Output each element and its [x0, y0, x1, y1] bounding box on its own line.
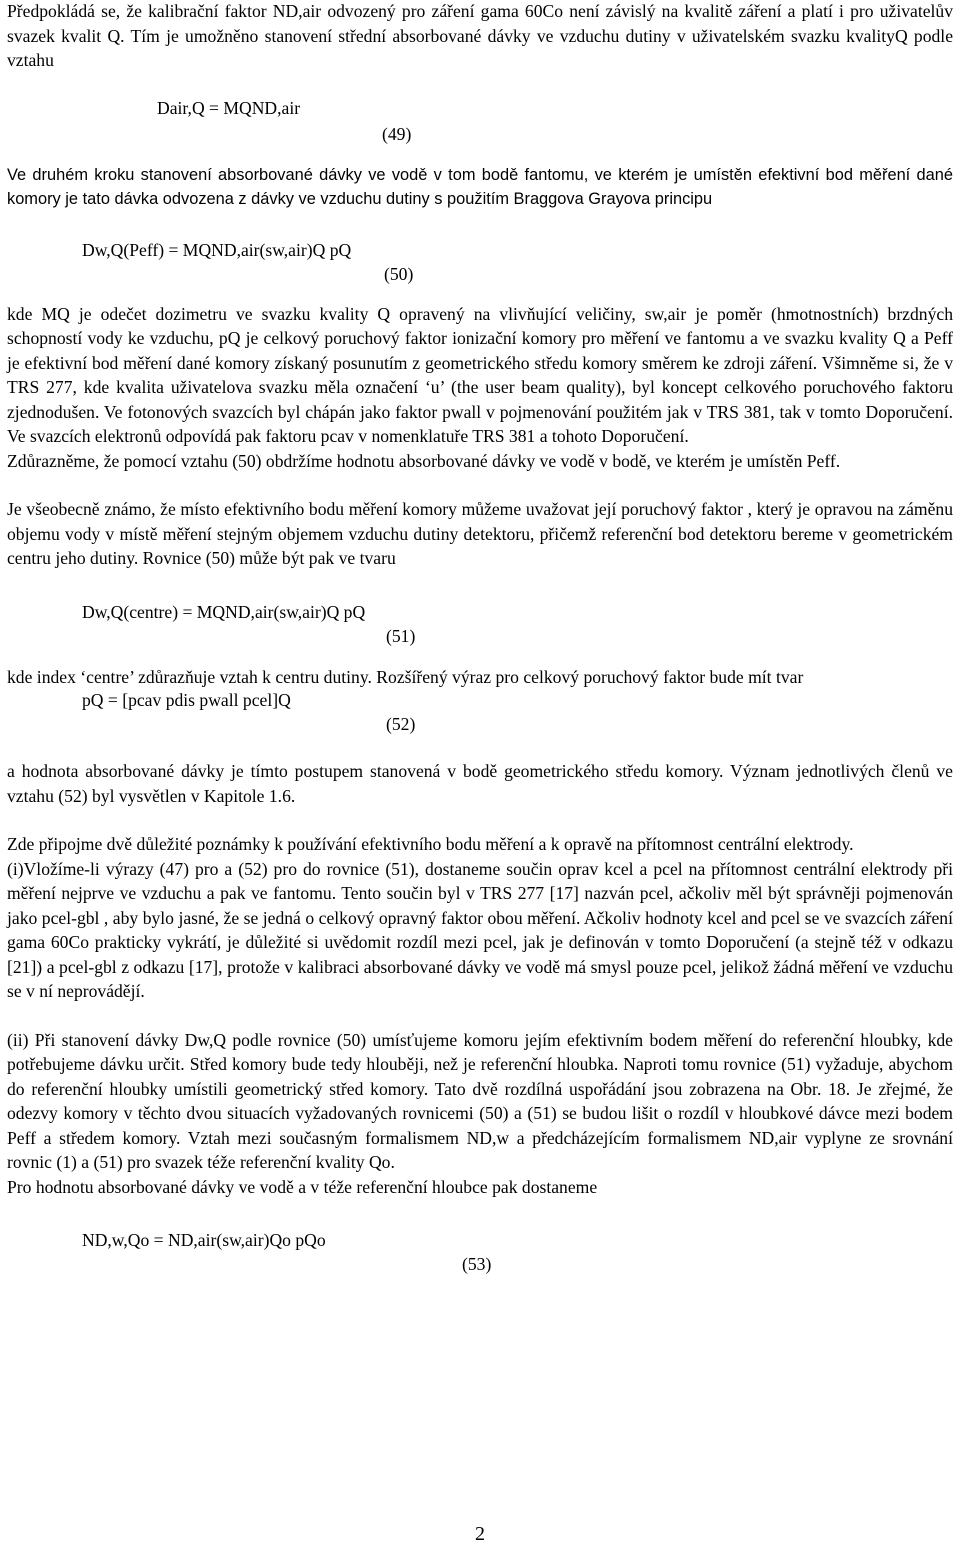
- equation-expression: ND,w,Qo = ND,air(sw,air)Qo pQo: [82, 1230, 326, 1250]
- equation-number: (52): [386, 714, 416, 734]
- paragraph-effective-point: Je všeobecně známo, že místo efektivního bodu měření komory můžeme uvažovat její poruchový faktor , který je opravou na záměnu objemu vody v místě měření stejným objemem vzduchu dutiny detektoru, přičemž referenční bod detektoru bereme v geometrickém centru jeho dutiny. Rovnice (50) může být pak ve tvaru: [7, 499, 953, 568]
- paragraph-calibration-factor: Předpokládá se, že kalibrační faktor ND,air odvozený pro záření gama 60Co není závislý na kvalitě záření a platí i pro uživatelův svazek kvalit Q. Tím je umožněno stanovení střední absorbované dávky ve vzduchu dutiny v uživatelském svazku kvalityQ podle vztahu: [7, 1, 953, 70]
- paragraph-geometric-centre: a hodnota absorbované dávky je tímto postupem stanovená v bodě geometrického středu komory. Význam jednotlivých členů ve vztahu (52) byl vysvětlen v Kapitole 1.6.: [7, 761, 953, 806]
- paragraph-note-i: (i)Vložíme-li výrazy (47) pro a (52) pro do rovnice (51), dostaneme součin oprav kcel a pcel na přítomnost centrální elektrody při měření nejprve ve vzduchu a pak ve fantomu. Tento součin byl v TRS 277 [17] nazván pcel, ačkoliv měl být správněji pojmenován jako pcel-gbl , aby bylo jasné, že se jedná o celkový opravný faktor obou měření. Ačkoliv hodnoty kcel and pcel se ve svazcích záření gama 60Co prakticky vykrátí, je důležité si uvědomit rozdíl mezi pcel, jak je definován v tomto Doporučení (a stejně též v odkazu [21]) a pcel-gbl z odkazu [17], protože v kalibraci absorbované dávky ve vodě má smysl pouze pcel, jelikož žádná měření ve vzduchu se v ní neprovádějí.: [7, 858, 953, 1001]
- paragraph-emphasis: Zdůrazněme, že pomocí vztahu (50) obdržíme hodnotu absorbované dávky ve vodě v bodě, ve kterém je umístěn Peff.: [7, 450, 841, 471]
- equation-number: (50): [384, 263, 414, 284]
- equation-expression: Dw,Q(centre) = MQND,air(sw,air)Q pQ: [82, 601, 366, 622]
- page-number: 2: [475, 1523, 485, 1545]
- paragraph-definitions: kde MQ je odečet dozimetru ve svazku kvality Q opravený na vlivňující veličiny, sw,air je poměr (hmotnostních) brzdných schopností vody ke vzduchu, pQ je celkový poruchový faktor ionizační komory pro měření ve fantomu a ve svazku kvality Q a Peff je efektivní bod měření dané komory získaný posunutím z geometrického středu komory směrem ke zdroji záření. Všimněme si, že v TRS 277, kde kvalita uživatelova svazku měla označení ‘u’ (the user beam quality), byl koncept celkového poruchového faktoru zjednodušen. Ve fotonových svazcích byl chápán jako faktor pwall v pojmenování použitém jak v TRS 381, tak v tomto Doporučení. Ve svazcích elektronů odpovídá pak faktoru pcav v nomenklatuře TRS 381 a tohoto Doporučení.: [7, 303, 953, 446]
- equation-52: [7, 689, 953, 747]
- equation-expression: Dw,Q(Peff) = MQND,air(sw,air)Q pQ: [82, 239, 352, 260]
- paragraph-note-ii: (ii) Při stanovení dávky Dw,Q podle rovnice (50) umísťujeme komoru jejím efektivním bodem měření do referenční hloubky, kde potřebujeme dávku určit. Střed komory bude tedy hlouběji, než je referenční hloubka. Naproti tomu rovnice (51) vyžaduje, abychom do referenční hloubky umístili geometrický střed komory. Tato dvě rozdílná uspořádání jsou zobrazena na Obr. 18. Je zřejmé, že odezvy komory v těchto dvou situacích vyžadovaných rovnicemi (50) a (51) se budou lišit o rozdíl v hloubkové dávce mezi bodem Peff a středem komory. Vztah mezi současným formalismem ND,w a předcházejícím formalismem ND,air vyplyne ze srovnání rovnic (1) a (51) pro svazek téže referenční kvality Qo.: [7, 1029, 953, 1172]
- equation-51: [7, 602, 953, 660]
- equation-number: (53): [462, 1254, 492, 1274]
- equation-expression: Dair,Q = MQND,air: [157, 97, 301, 118]
- equation-53: [7, 1230, 953, 1288]
- equation-49: [7, 98, 953, 156]
- equation-expression: pQ = [pcav pdis pwall pcel]Q: [82, 690, 291, 710]
- paragraph-reference-depth: Pro hodnotu absorbované dávky ve vodě a v téže referenční hloubce pak dostaneme: [7, 1176, 598, 1197]
- paragraph-two-notes: Zde připojme dvě důležité poznámky k používání efektivního bodu měření a k opravě na přítomnost centrální elektrody.: [7, 834, 854, 854]
- equation-50: [7, 240, 953, 298]
- paragraph-centre-index: kde index ‘centre’ zdůrazňuje vztah k centru dutiny. Rozšířený výraz pro celkový poruchový faktor bude mít tvar: [7, 666, 804, 687]
- equation-number: (49): [382, 123, 412, 144]
- paragraph-second-step: Ve druhém kroku stanovení absorbované dávky ve vodě v tom bodě fantomu, ve kterém je umístěn efektivní bod měření dané komory je tato dávka odvozena z dávky ve vzduchu dutiny s použitím Braggova Grayova principu: [7, 165, 953, 208]
- document-page: [7, 0, 953, 1545]
- equation-number: (51): [386, 625, 416, 646]
